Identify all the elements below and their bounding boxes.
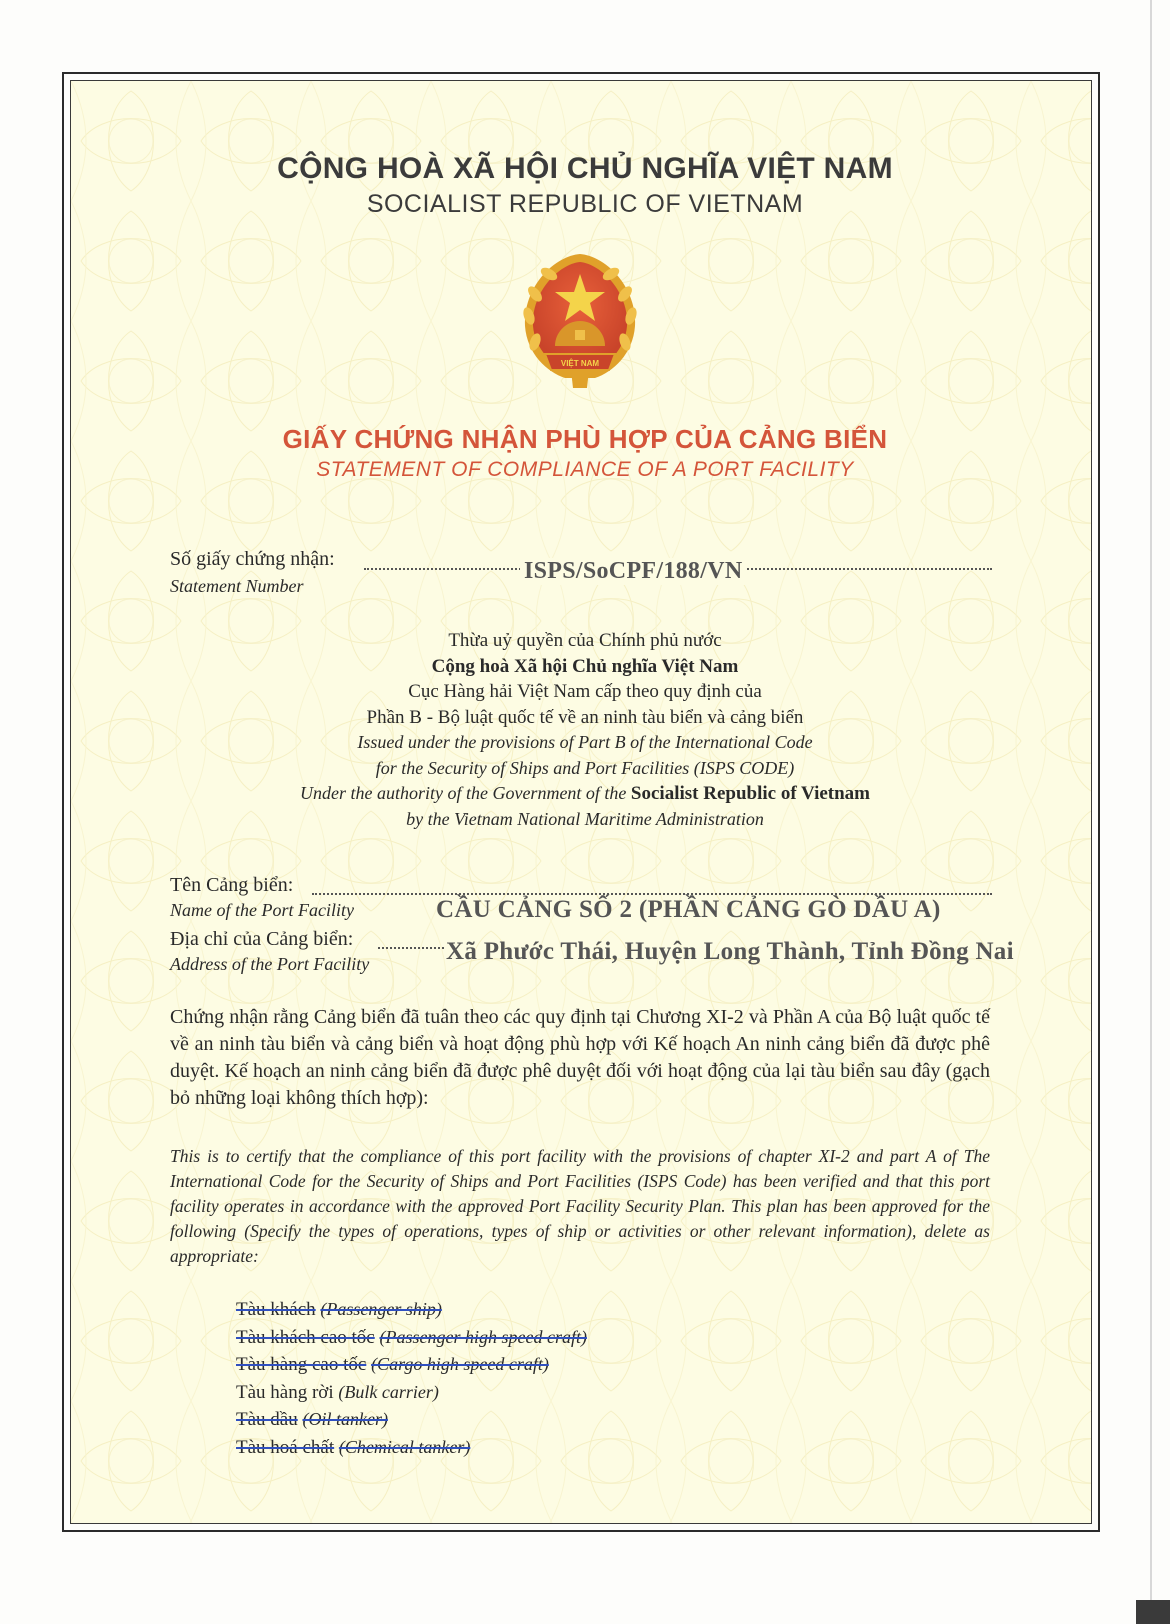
port-name-dotline xyxy=(312,893,992,895)
ship-type-en: (Cargo high speed craft) xyxy=(371,1354,549,1374)
ship-type-item xyxy=(236,1406,587,1434)
statement-number-label-en: Statement Number xyxy=(170,576,304,596)
country-name-vn: CỘNG HOÀ XÃ HỘI CHỦ NGHĨA VIỆT NAM xyxy=(277,152,893,185)
authority-line-7a: Under the authority of the Government of the xyxy=(299,783,631,803)
authority-line-4: Phần B - Bộ luật quốc tế về an ninh tàu biển và cảng biển xyxy=(366,706,804,728)
ship-type-item xyxy=(236,1434,587,1462)
ship-type-vn: Tàu dầu xyxy=(236,1409,298,1430)
statement-number-value: ISPS/SoCPF/188/VN xyxy=(520,558,746,585)
statement-number-label-vn: Số giấy chứng nhận: xyxy=(170,548,335,570)
ship-type-vn: Tàu hàng rời xyxy=(236,1381,334,1403)
scan-edge-line xyxy=(1150,0,1152,1624)
authority-line-5: Issued under the provisions of Part B of the International Code xyxy=(357,732,813,752)
authority-line-3: Cục Hàng hải Việt Nam cấp theo quy định của xyxy=(408,681,762,702)
ship-type-item xyxy=(236,1351,587,1379)
ship-type-en: (Bulk carrier) xyxy=(338,1381,439,1402)
ship-type-vn: Tàu hoá chất xyxy=(236,1436,335,1458)
ship-type-list xyxy=(236,1296,587,1461)
certification-text-vn: Chứng nhận rằng Cảng biển đã tuân theo các quy định tại Chương XI-2 và Phần A của Bộ luật quốc tế về an ninh tàu biển và cảng biển và hoạt động phù hợp với Kế hoạch An ninh cảng biển đã được phê duyệt. Kế hoạch an ninh cảng biển đã được phê duyệt đối với hoạt động của lại tàu biển sau đây (gạch bỏ những loại không thích hợp): xyxy=(170,1006,990,1109)
ship-type-item xyxy=(236,1296,587,1324)
ship-type-en: (Passenger high speed craft) xyxy=(379,1326,587,1347)
scan-corner-mark xyxy=(1136,1600,1170,1624)
document-title-en: STATEMENT OF COMPLIANCE OF A PORT FACILITY xyxy=(316,458,854,481)
authority-line-8: by the Vietnam National Maritime Administration xyxy=(406,808,764,829)
ship-type-en: (Passenger ship) xyxy=(320,1299,442,1319)
ship-type-vn: Tàu khách cao tốc xyxy=(236,1326,375,1348)
port-name-label-vn: Tên Cảng biển: xyxy=(170,874,294,896)
document-title-vn: GIẤY CHỨNG NHẬN PHÙ HỢP CỦA CẢNG BIỂN xyxy=(282,424,888,454)
authority-line-2: Cộng hoà Xã hội Chủ nghĩa Việt Nam xyxy=(431,655,739,677)
national-emblem-icon xyxy=(505,246,655,394)
port-name-label-en: Name of the Port Facility xyxy=(170,900,354,920)
port-address-label-en: Address of the Port Facility xyxy=(170,954,370,974)
country-name-en: SOCIALIST REPUBLIC OF VIETNAM xyxy=(366,190,804,218)
authority-line-7b: Socialist Republic of Vietnam xyxy=(630,783,871,804)
port-name-value: CẦU CẢNG SỐ 2 (PHẦN CẢNG GÒ DẦU A) xyxy=(436,896,941,923)
port-address-dotline xyxy=(378,947,444,949)
port-address-value: Xã Phước Thái, Huyện Long Thành, Tỉnh Đồng Nai xyxy=(446,938,1014,965)
authority-block xyxy=(0,628,1170,832)
ship-type-en: (Chemical tanker) xyxy=(338,1436,471,1457)
ship-type-vn: Tàu khách xyxy=(236,1299,316,1320)
authority-line-6: for the Security of Ships and Port Facilities (ISPS CODE) xyxy=(375,757,795,778)
ship-type-vn: Tàu hàng cao tốc xyxy=(236,1354,367,1375)
certification-text-en: This is to certify that the compliance of this port facility with the provisions of chapter XI-2 and part A of The International Code for the Security of Ships and Port Facilities (ISPS Code) has been verified and that this port facility operates in accordance with the approved Port Facility Security Plan. This plan has been approved for the following (Specify the types of operations, types of ship or activities or other relevant information), delete as appropriate: xyxy=(170,1146,990,1266)
emblem-ribbon-text: VIỆT NAM xyxy=(560,359,600,368)
ship-type-en: (Oil tanker) xyxy=(302,1409,388,1429)
authority-line-1: Thừa uỷ quyền của Chính phủ nước xyxy=(448,630,722,651)
ship-type-item xyxy=(236,1324,587,1352)
port-address-label-vn: Địa chỉ của Cảng biển: xyxy=(170,928,354,950)
ship-type-item xyxy=(236,1379,587,1407)
authority-line-7 xyxy=(0,781,1170,807)
